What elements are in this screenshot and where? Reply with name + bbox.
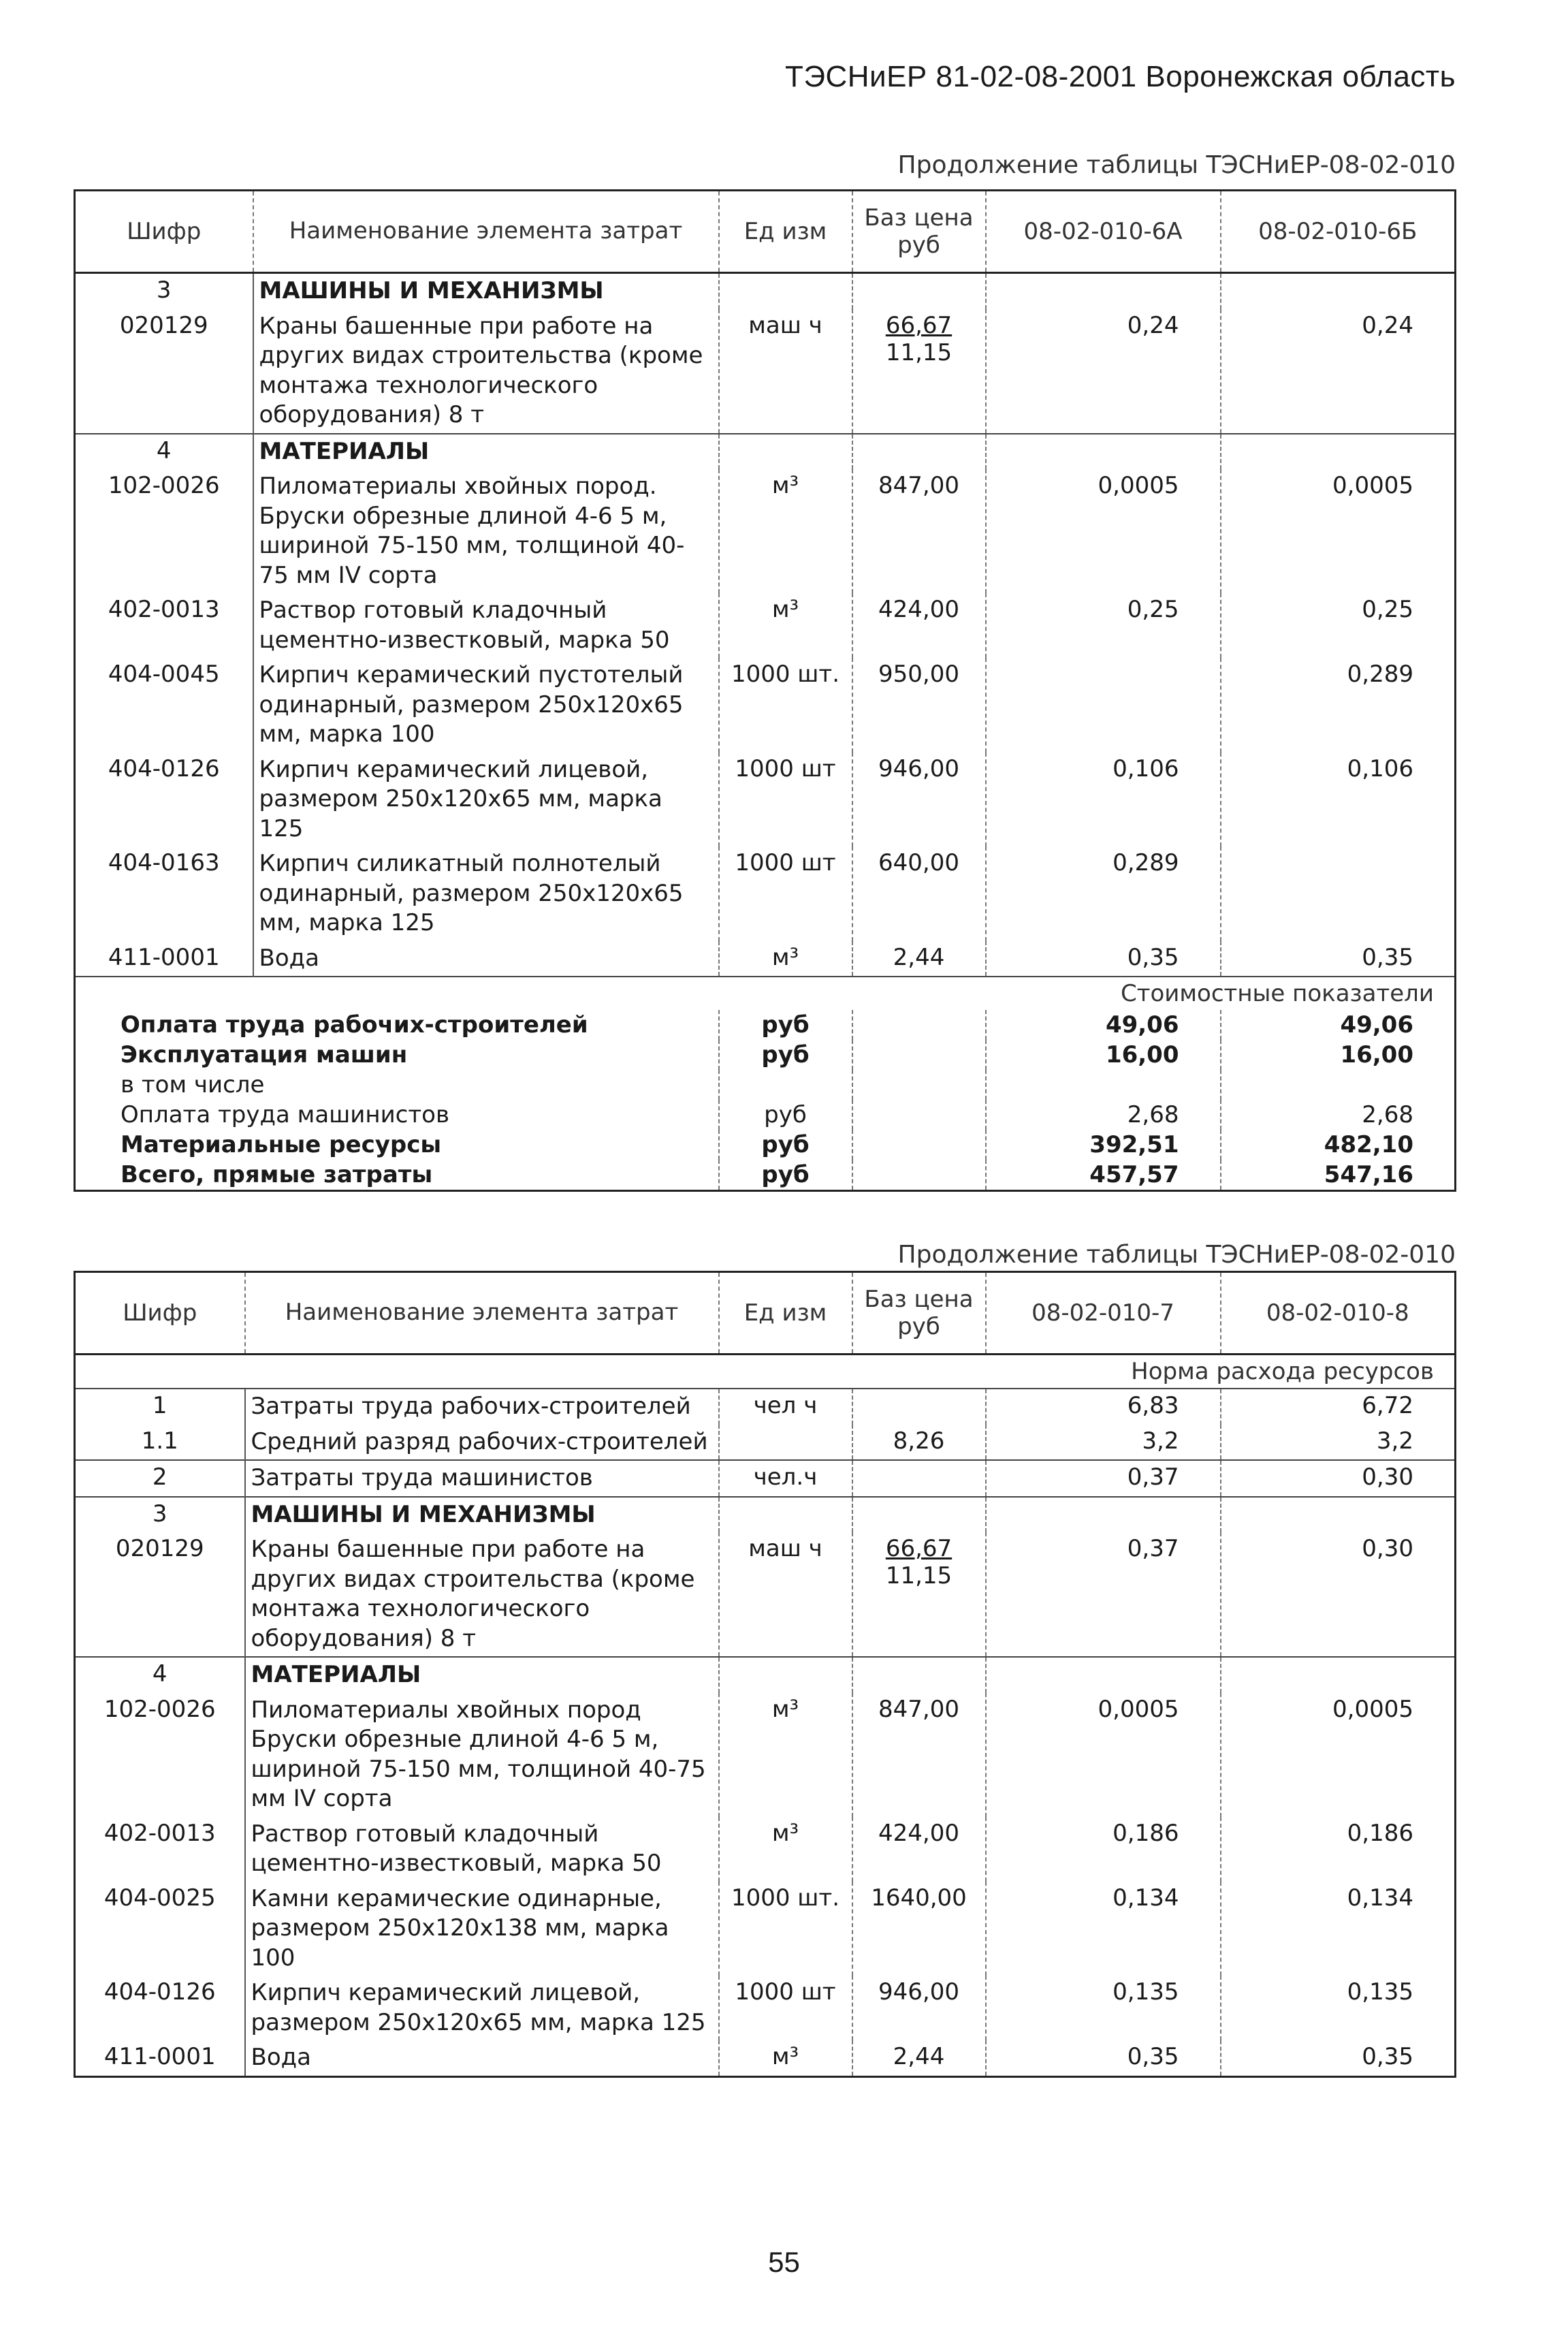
cell-price-value: 950,00 bbox=[878, 661, 959, 688]
table1 bbox=[74, 189, 1456, 1192]
cell-value-a: 0,37 bbox=[986, 1460, 1221, 1497]
table-row bbox=[75, 1882, 1456, 1976]
col-header-price: Баз цена руб bbox=[852, 191, 986, 273]
cell-unit: м³ bbox=[771, 943, 799, 971]
col-header-name: Наименование элемента затрат bbox=[245, 1272, 719, 1355]
cell-name: Краны башенные при работе на других видах строительства (кроме монтажа технологического оборудования) 8 т bbox=[245, 1532, 719, 1657]
summary-empty bbox=[852, 1160, 986, 1191]
cell-value-a: 3,2 bbox=[986, 1425, 1221, 1461]
cell-unit: маш ч bbox=[748, 1535, 822, 1563]
summary-row bbox=[75, 1070, 1456, 1100]
cell-name: Пиломатериалы хвойных пород. Бруски обрезные длиной 4-6 5 м, шириной 75-150 мм, толщиной 40-75 мм IV сорта bbox=[253, 469, 719, 593]
cell-price bbox=[852, 309, 986, 434]
norm-subheader-row bbox=[75, 1355, 1456, 1389]
cell-code: 2 bbox=[75, 1460, 245, 1497]
cell-code: 411-0001 bbox=[108, 943, 220, 971]
table2-continuation-caption: Продолжение таблицы ТЭСНиЕР-08-02-010 bbox=[897, 1241, 1456, 1269]
summary-empty bbox=[852, 1040, 986, 1070]
cell-value-a bbox=[986, 1497, 1221, 1533]
cell-price bbox=[852, 1882, 986, 1976]
cell-code: 4 bbox=[75, 1657, 245, 1693]
summary-value-a bbox=[986, 1070, 1221, 1100]
cell-code: 020129 bbox=[119, 311, 208, 339]
table-row bbox=[75, 753, 1456, 847]
cell-name: Раствор готовый кладочный цементно-известковый, марка 50 bbox=[253, 593, 719, 658]
cell-value-b: 0,24 bbox=[1362, 311, 1413, 339]
cell-price bbox=[852, 2040, 986, 2076]
col-header-code: Шифр bbox=[75, 191, 253, 273]
table-row bbox=[75, 1532, 1456, 1657]
summary-label: Оплата труда рабочих-строителей bbox=[121, 1011, 588, 1039]
cell-code: 102-0026 bbox=[108, 472, 220, 500]
cell-value-a bbox=[986, 658, 1221, 753]
table-row bbox=[75, 593, 1456, 658]
cell-price bbox=[852, 941, 986, 977]
cell-price bbox=[852, 593, 986, 658]
cell-value-b bbox=[1221, 1497, 1456, 1533]
col-header-code: Шифр bbox=[75, 1272, 245, 1355]
cell-name: Камни керамические одинарные, размером 250х120х138 мм, марка 100 bbox=[245, 1882, 719, 1976]
cell-unit: м³ bbox=[771, 2043, 799, 2071]
cell-value-b bbox=[1221, 1657, 1456, 1693]
cell-code: 404-0126 bbox=[103, 1978, 216, 2006]
cell-price-value: 66,67 bbox=[885, 311, 953, 339]
summary-unit: руб bbox=[719, 1100, 852, 1130]
cell-price bbox=[852, 434, 986, 470]
cell-price bbox=[852, 469, 986, 593]
cost-subheader: Стоимостные показатели bbox=[75, 977, 1456, 1010]
cell-unit: м³ bbox=[771, 1695, 799, 1723]
cell-price bbox=[852, 1497, 986, 1533]
table-row bbox=[75, 941, 1456, 977]
table-row bbox=[75, 1657, 1456, 1693]
cell-value-a: 0,106 bbox=[986, 753, 1221, 847]
table1-header-row bbox=[75, 191, 1456, 273]
summary-label: Всего, прямые затраты bbox=[121, 1161, 433, 1189]
table-row bbox=[75, 2040, 1456, 2076]
summary-unit bbox=[719, 1070, 852, 1100]
cell-unit: чел ч bbox=[719, 1389, 852, 1425]
cell-price bbox=[852, 1976, 986, 2040]
table-row bbox=[75, 658, 1456, 753]
summary-label: Материальные ресурсы bbox=[121, 1131, 442, 1159]
summary-row bbox=[75, 1040, 1456, 1070]
cell-value-b: 0,25 bbox=[1362, 596, 1413, 624]
cell-unit: 1000 шт. bbox=[731, 661, 840, 688]
cell-name: Кирпич керамический лицевой, размером 250х120х65 мм, марка 125 bbox=[245, 1976, 719, 2040]
cell-value-b bbox=[1221, 273, 1456, 309]
cell-name: МАШИНЫ И МЕХАНИЗМЫ bbox=[253, 273, 719, 309]
cell-value-a bbox=[986, 273, 1221, 309]
cell-unit: 1000 шт. bbox=[731, 1884, 840, 1912]
table-row bbox=[75, 434, 1456, 470]
cell-name: Вода bbox=[245, 2040, 719, 2076]
summary-empty bbox=[852, 1010, 986, 1040]
cell-unit bbox=[719, 273, 852, 309]
cell-code: 404-0163 bbox=[108, 849, 220, 877]
cell-unit bbox=[719, 1425, 852, 1461]
cell-code: 020129 bbox=[115, 1535, 204, 1563]
cell-code: 402-0013 bbox=[103, 1819, 216, 1847]
cell-price bbox=[852, 1693, 986, 1817]
cell-value-a: 0,25 bbox=[986, 593, 1221, 658]
cell-value-b: 0,106 bbox=[1347, 755, 1413, 782]
cell-value-a: 0,186 bbox=[986, 1817, 1221, 1882]
cell-unit: 1000 шт bbox=[735, 755, 836, 782]
cell-price-value: 8,26 bbox=[893, 1427, 945, 1455]
cell-value-a: 0,134 bbox=[986, 1882, 1221, 1976]
summary-unit: руб bbox=[719, 1040, 852, 1070]
table-row bbox=[75, 1976, 1456, 2040]
cell-unit bbox=[719, 1657, 852, 1693]
cell-code: 404-0025 bbox=[103, 1884, 216, 1912]
col-header-name: Наименование элемента затрат bbox=[253, 191, 719, 273]
summary-value-b: 482,10 bbox=[1324, 1131, 1413, 1159]
cell-code: 1 bbox=[75, 1389, 245, 1425]
cell-code: 102-0026 bbox=[103, 1695, 216, 1723]
cell-code: 404-0045 bbox=[108, 661, 220, 688]
cell-value-a: 0,0005 bbox=[986, 1693, 1221, 1817]
cell-price bbox=[852, 1389, 986, 1425]
summary-unit: руб bbox=[719, 1010, 852, 1040]
cost-subheader-row bbox=[75, 977, 1456, 1010]
cell-value-a: 0,0005 bbox=[986, 469, 1221, 593]
cell-price-value: 946,00 bbox=[878, 755, 959, 782]
summary-row bbox=[75, 1100, 1456, 1130]
page-number: 55 bbox=[768, 2246, 800, 2278]
cell-value-b: 0,186 bbox=[1347, 1819, 1413, 1847]
cell-name: Пиломатериалы хвойных пород Бруски обрезные длиной 4-6 5 м, шириной 75-150 мм, толщиной 40-75 мм IV сорта bbox=[245, 1693, 719, 1817]
norm-subheader: Норма расхода ресурсов bbox=[75, 1355, 1456, 1389]
cell-price bbox=[852, 1817, 986, 1882]
summary-empty bbox=[852, 1070, 986, 1100]
cell-value-b: 0,289 bbox=[1347, 661, 1413, 688]
cell-name: МАТЕРИАЛЫ bbox=[245, 1657, 719, 1693]
cell-code: 411-0001 bbox=[103, 2043, 216, 2071]
cell-value-b bbox=[1221, 846, 1456, 941]
cell-price bbox=[852, 1532, 986, 1657]
cell-code: 3 bbox=[156, 276, 172, 304]
table-row bbox=[75, 1460, 1456, 1497]
cell-name: Затраты труда рабочих-строителей bbox=[245, 1389, 719, 1425]
cell-value-b bbox=[1221, 434, 1456, 470]
cell-value-b: 0,35 bbox=[1362, 943, 1413, 971]
cell-name: Краны башенные при работе на других видах строительства (кроме монтажа технологического оборудования) 8 т bbox=[253, 309, 719, 434]
summary-row bbox=[75, 1010, 1456, 1040]
summary-unit: руб bbox=[719, 1160, 852, 1191]
summary-unit: руб bbox=[719, 1130, 852, 1160]
summary-row bbox=[75, 1160, 1456, 1191]
col-header-unit: Ед изм bbox=[719, 191, 852, 273]
table1-continuation-caption: Продолжение таблицы ТЭСНиЕР-08-02-010 bbox=[897, 151, 1456, 179]
col-header-a: 08-02-010-6А bbox=[986, 191, 1221, 273]
summary-value-b: 16,00 bbox=[1340, 1041, 1413, 1069]
cell-value-a: 0,289 bbox=[986, 846, 1221, 941]
table-row bbox=[75, 1425, 1456, 1461]
cell-code: 4 bbox=[75, 434, 253, 470]
cell-value-b: 0,35 bbox=[1362, 2043, 1413, 2071]
cell-value-a: 6,83 bbox=[986, 1389, 1221, 1425]
cell-name: Кирпич силикатный полнотелый одинарный, размером 250х120х65 мм, марка 125 bbox=[253, 846, 719, 941]
cell-price-value: 1640,00 bbox=[871, 1884, 967, 1912]
col-header-b: 08-02-010-6Б bbox=[1221, 191, 1456, 273]
cell-unit: 1000 шт bbox=[735, 1978, 836, 2006]
table-row bbox=[75, 273, 1456, 309]
cell-name: МАТЕРИАЛЫ bbox=[253, 434, 719, 470]
cell-value-b: 0,30 bbox=[1221, 1460, 1456, 1497]
summary-empty bbox=[852, 1130, 986, 1160]
cell-price bbox=[852, 1425, 986, 1461]
summary-value-a: 2,68 bbox=[986, 1100, 1221, 1130]
summary-value-b: 547,16 bbox=[1324, 1161, 1413, 1189]
summary-row bbox=[75, 1130, 1456, 1160]
cell-unit bbox=[719, 1497, 852, 1533]
cell-price bbox=[852, 1460, 986, 1497]
table-row bbox=[75, 469, 1456, 593]
cell-name: Раствор готовый кладочный цементно-известковый, марка 50 bbox=[245, 1817, 719, 1882]
cell-value-b: 6,72 bbox=[1221, 1389, 1456, 1425]
cell-value-a: 0,35 bbox=[986, 2040, 1221, 2076]
cell-price-value: 2,44 bbox=[893, 2043, 945, 2071]
cell-price-value: 424,00 bbox=[878, 596, 959, 624]
cell-unit: 1000 шт bbox=[735, 849, 836, 877]
cell-price-wage: 11,15 bbox=[885, 338, 953, 366]
cell-name: Затраты труда машинистов bbox=[245, 1460, 719, 1497]
cell-price-value: 2,44 bbox=[893, 943, 945, 971]
col-header-unit: Ед изм bbox=[719, 1272, 852, 1355]
col-header-a: 08-02-010-7 bbox=[986, 1272, 1221, 1355]
cell-price-value: 847,00 bbox=[878, 1695, 959, 1723]
table-row bbox=[75, 1389, 1456, 1425]
cell-value-a: 0,24 bbox=[986, 309, 1221, 434]
cell-value-b: 3,2 bbox=[1376, 1427, 1413, 1455]
col-header-price: Баз цена руб bbox=[852, 1272, 986, 1355]
cell-code: 402-0013 bbox=[108, 596, 220, 624]
cell-price bbox=[852, 753, 986, 847]
col-header-b: 08-02-010-8 bbox=[1221, 1272, 1456, 1355]
cell-unit: м³ bbox=[771, 1819, 799, 1847]
cell-unit: м³ bbox=[771, 472, 799, 500]
table2-body bbox=[75, 1355, 1456, 2077]
cell-price-value: 946,00 bbox=[878, 1978, 959, 2006]
cell-value-b: 0,0005 bbox=[1332, 472, 1413, 500]
table2-header-row bbox=[75, 1272, 1456, 1355]
summary-label: в том числе bbox=[121, 1071, 265, 1099]
cell-price bbox=[852, 658, 986, 753]
cell-price-value: 424,00 bbox=[878, 1819, 959, 1847]
cell-name: Кирпич керамический лицевой, размером 250х120х65 мм, марка 125 bbox=[253, 753, 719, 847]
summary-empty bbox=[852, 1100, 986, 1130]
summary-label: Оплата труда машинистов bbox=[121, 1101, 450, 1129]
cell-name: Средний разряд рабочих-строителей bbox=[245, 1425, 719, 1461]
summary-value-a: 392,51 bbox=[986, 1130, 1221, 1160]
cell-code: 3 bbox=[75, 1497, 245, 1533]
cell-value-b: 0,135 bbox=[1347, 1978, 1413, 2006]
cell-code: 404-0126 bbox=[108, 755, 220, 782]
cell-name: Кирпич керамический пустотелый одинарный, размером 250х120х65 мм, марка 100 bbox=[253, 658, 719, 753]
cell-value-a: 0,135 bbox=[986, 1976, 1221, 2040]
cell-unit: маш ч bbox=[748, 311, 822, 339]
cell-value-b: 0,0005 bbox=[1332, 1695, 1413, 1723]
cell-unit: чел.ч bbox=[719, 1460, 852, 1497]
summary-value-a: 16,00 bbox=[986, 1040, 1221, 1070]
table-row bbox=[75, 846, 1456, 941]
table1-body bbox=[75, 273, 1456, 1191]
cell-price bbox=[852, 273, 986, 309]
cell-code: 1.1 bbox=[141, 1427, 178, 1455]
summary-value-a: 49,06 bbox=[986, 1010, 1221, 1040]
cell-price-value: 66,67 bbox=[885, 1535, 953, 1563]
cell-price bbox=[852, 846, 986, 941]
cell-value-a: 0,35 bbox=[986, 941, 1221, 977]
summary-value-b: 49,06 bbox=[1340, 1011, 1413, 1039]
cell-value-a bbox=[986, 434, 1221, 470]
table-row bbox=[75, 309, 1456, 434]
page-header-title: ТЭСНиЕР 81-02-08-2001 Воронежская область bbox=[784, 60, 1456, 93]
cell-price bbox=[852, 1657, 986, 1693]
cell-price-wage: 11,15 bbox=[885, 1562, 953, 1590]
cell-name: Вода bbox=[253, 941, 719, 977]
table-row bbox=[75, 1693, 1456, 1817]
cell-unit: м³ bbox=[771, 596, 799, 624]
summary-value-b bbox=[1221, 1070, 1456, 1100]
table-row bbox=[75, 1497, 1456, 1533]
cell-value-b: 0,30 bbox=[1362, 1535, 1413, 1563]
cell-value-a: 0,37 bbox=[986, 1532, 1221, 1657]
cell-value-b: 0,134 bbox=[1347, 1884, 1413, 1912]
summary-value-a: 457,57 bbox=[986, 1160, 1221, 1191]
cell-price-value: 640,00 bbox=[878, 849, 959, 877]
cell-unit bbox=[719, 434, 852, 470]
cell-price-value: 847,00 bbox=[878, 472, 959, 500]
cell-value-a bbox=[986, 1657, 1221, 1693]
summary-label: Эксплуатация машин bbox=[121, 1041, 408, 1069]
table-row bbox=[75, 1817, 1456, 1882]
cell-name: МАШИНЫ И МЕХАНИЗМЫ bbox=[245, 1497, 719, 1533]
summary-value-b: 2,68 bbox=[1362, 1101, 1413, 1129]
table2 bbox=[74, 1271, 1456, 2078]
